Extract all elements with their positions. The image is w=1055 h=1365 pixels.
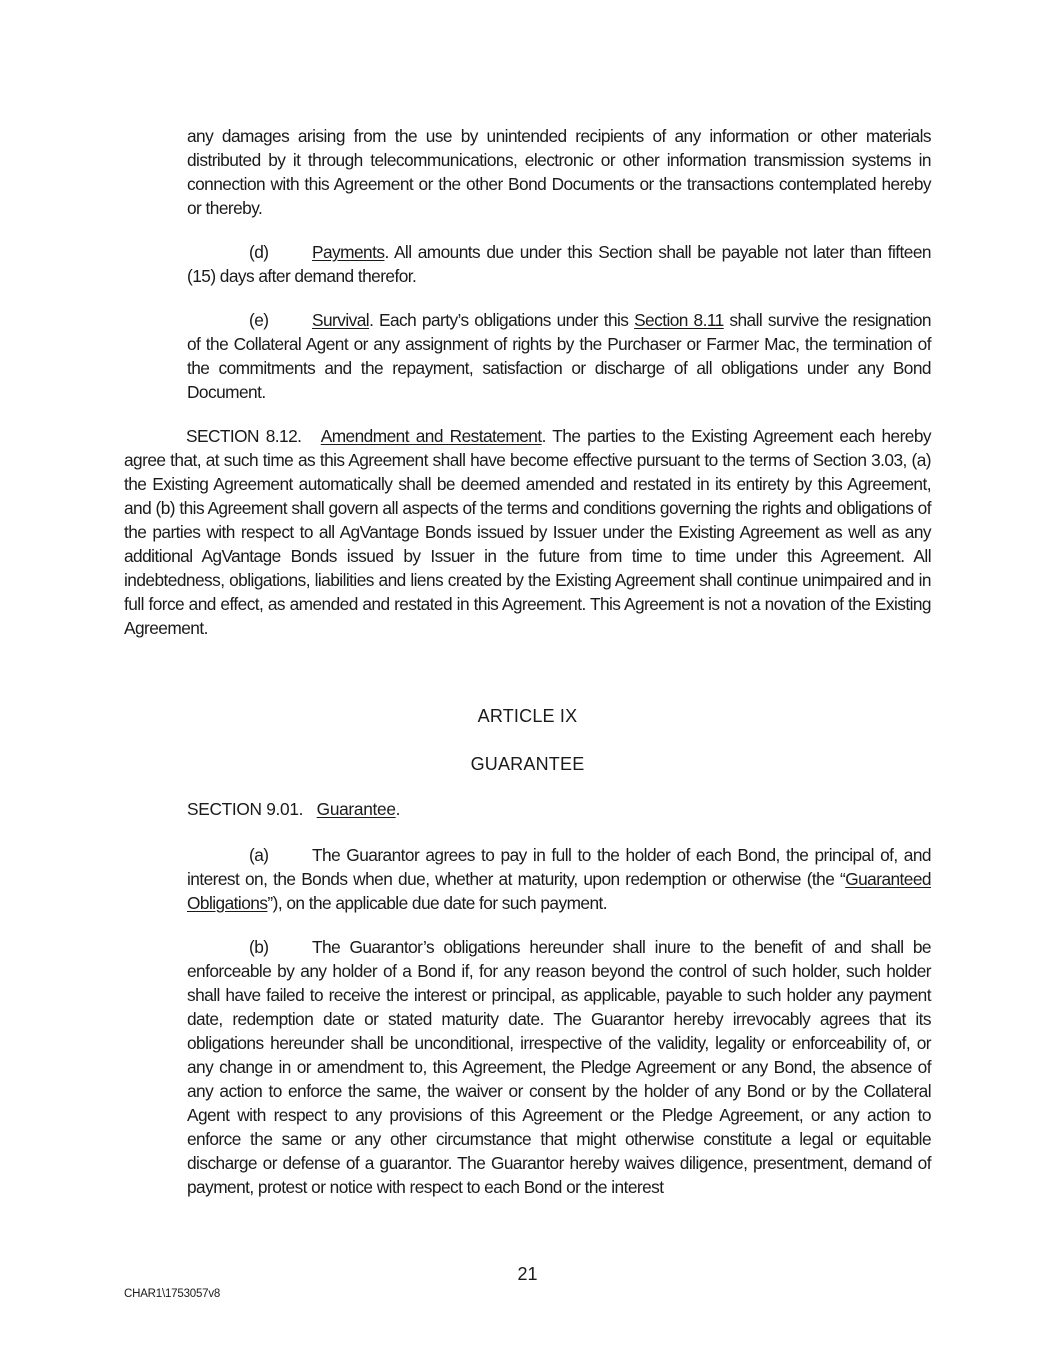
paragraph-label: (d) bbox=[249, 242, 269, 262]
section-title: Amendment and Restatement bbox=[320, 426, 542, 446]
page-number: 21 bbox=[517, 1264, 538, 1284]
paragraph-body: . Each party’s obligations under this bbox=[369, 310, 635, 330]
article-title: GUARANTEE bbox=[470, 754, 585, 774]
section-8-12 bbox=[124, 424, 931, 640]
paragraph-b-guarantor-obligations bbox=[187, 935, 931, 1199]
paragraph-label: (b) bbox=[249, 937, 269, 957]
paragraph-title: Payments bbox=[312, 242, 385, 262]
section-reference: Section 8.11 bbox=[634, 310, 724, 330]
paragraph-body-cont: ”), on the applicable due date for such payment. bbox=[267, 893, 608, 913]
paragraph-e-survival bbox=[187, 308, 931, 404]
paragraph-d-payments bbox=[187, 240, 931, 288]
paragraph-label: (a) bbox=[249, 845, 269, 865]
paragraph-body: . All amounts due under this Section shall be payable not later than fifteen (15) days after demand therefor. bbox=[187, 242, 931, 286]
section-number: SECTION 8.12. bbox=[186, 426, 302, 446]
section-title: Guarantee bbox=[316, 799, 396, 819]
continuation-paragraph: any damages arising from the use by unintended recipients of any information or other materials distributed by it through telecommunications, electronic or other information transmission systems in connection with this Agreement or the other Bond Documents or the transactions contemplated hereby or thereby. bbox=[187, 126, 931, 218]
paragraph-body: The Guarantor’s obligations hereunder shall inure to the benefit of and shall be enforceable by any holder of a Bond if, for any reason beyond the control of such holder, such holder shall have failed to receive the interest or principal, as applicable, payable to such holder any payment date, redemption date or stated maturity date. The Guarantor hereby irrevocably agrees that its obligations hereunder shall be unconditional, irrespective of the validity, legality or enforceability of, or any change in or amendment to, this Agreement, the Pledge Agreement or any Bond, the absence of any action to enforce the same, the waiver or consent by the holder of any Bond or by the Collateral Agent with respect to any provisions of this Agreement or the Pledge Agreement, or any action to enforce the same or any other circumstance that might otherwise constitute a legal or equitable discharge or defense of a guarantor. The Guarantor hereby waives diligence, presentment, demand of payment, protest or notice with respect to each Bond or the interest bbox=[187, 937, 931, 1197]
section-number: SECTION 9.01. bbox=[187, 799, 304, 819]
paragraph-title: Survival bbox=[312, 310, 370, 330]
paragraph-a-guarantee bbox=[187, 843, 931, 915]
paragraph-label: (e) bbox=[249, 310, 269, 330]
defined-term: Guaranteed Obligations bbox=[187, 869, 931, 913]
paragraph-body: The Guarantor agrees to pay in full to the holder of each Bond, the principal of, and interest on, the Bonds when due, whether at maturity, upon redemption or otherwise (the “ bbox=[187, 845, 931, 889]
article-number: ARTICLE IX bbox=[477, 706, 578, 726]
document-id: CHAR1\1753057v8 bbox=[124, 1288, 221, 1300]
paragraph-body-cont: shall survive the resignation of the Collateral Agent or any assignment of rights by the Purchaser or Farmer Mac, the termination of the commitments and the repayment, satisfaction or discharge of all obligations under any Bond Document. bbox=[187, 310, 931, 402]
section-body: . The parties to the Existing Agreement each hereby agree that, at such time as this Agreement shall have become effective pursuant to the terms of Section 3.03, (a) the Existing Agreement automatically shall be deemed amended and restated in its entirety by this Agreement, and (b) this Agreement shall govern all aspects of the terms and conditions governing the rights and obligations of the parties with respect to all AgVantage Bonds issued by Issuer under the Existing Agreement as well as any additional AgVantage Bonds issued by Issuer in the future from time to time under this Agreement. All indebtedness, obligations, liabilities and liens created by the Existing Agreement shall continue unimpaired and in full force and effect, as amended and restated in this Agreement. This Agreement is not a novation of the Existing Agreement. bbox=[124, 426, 931, 638]
section-9-01-heading: SECTION 9.01. Guarantee. bbox=[187, 799, 401, 819]
